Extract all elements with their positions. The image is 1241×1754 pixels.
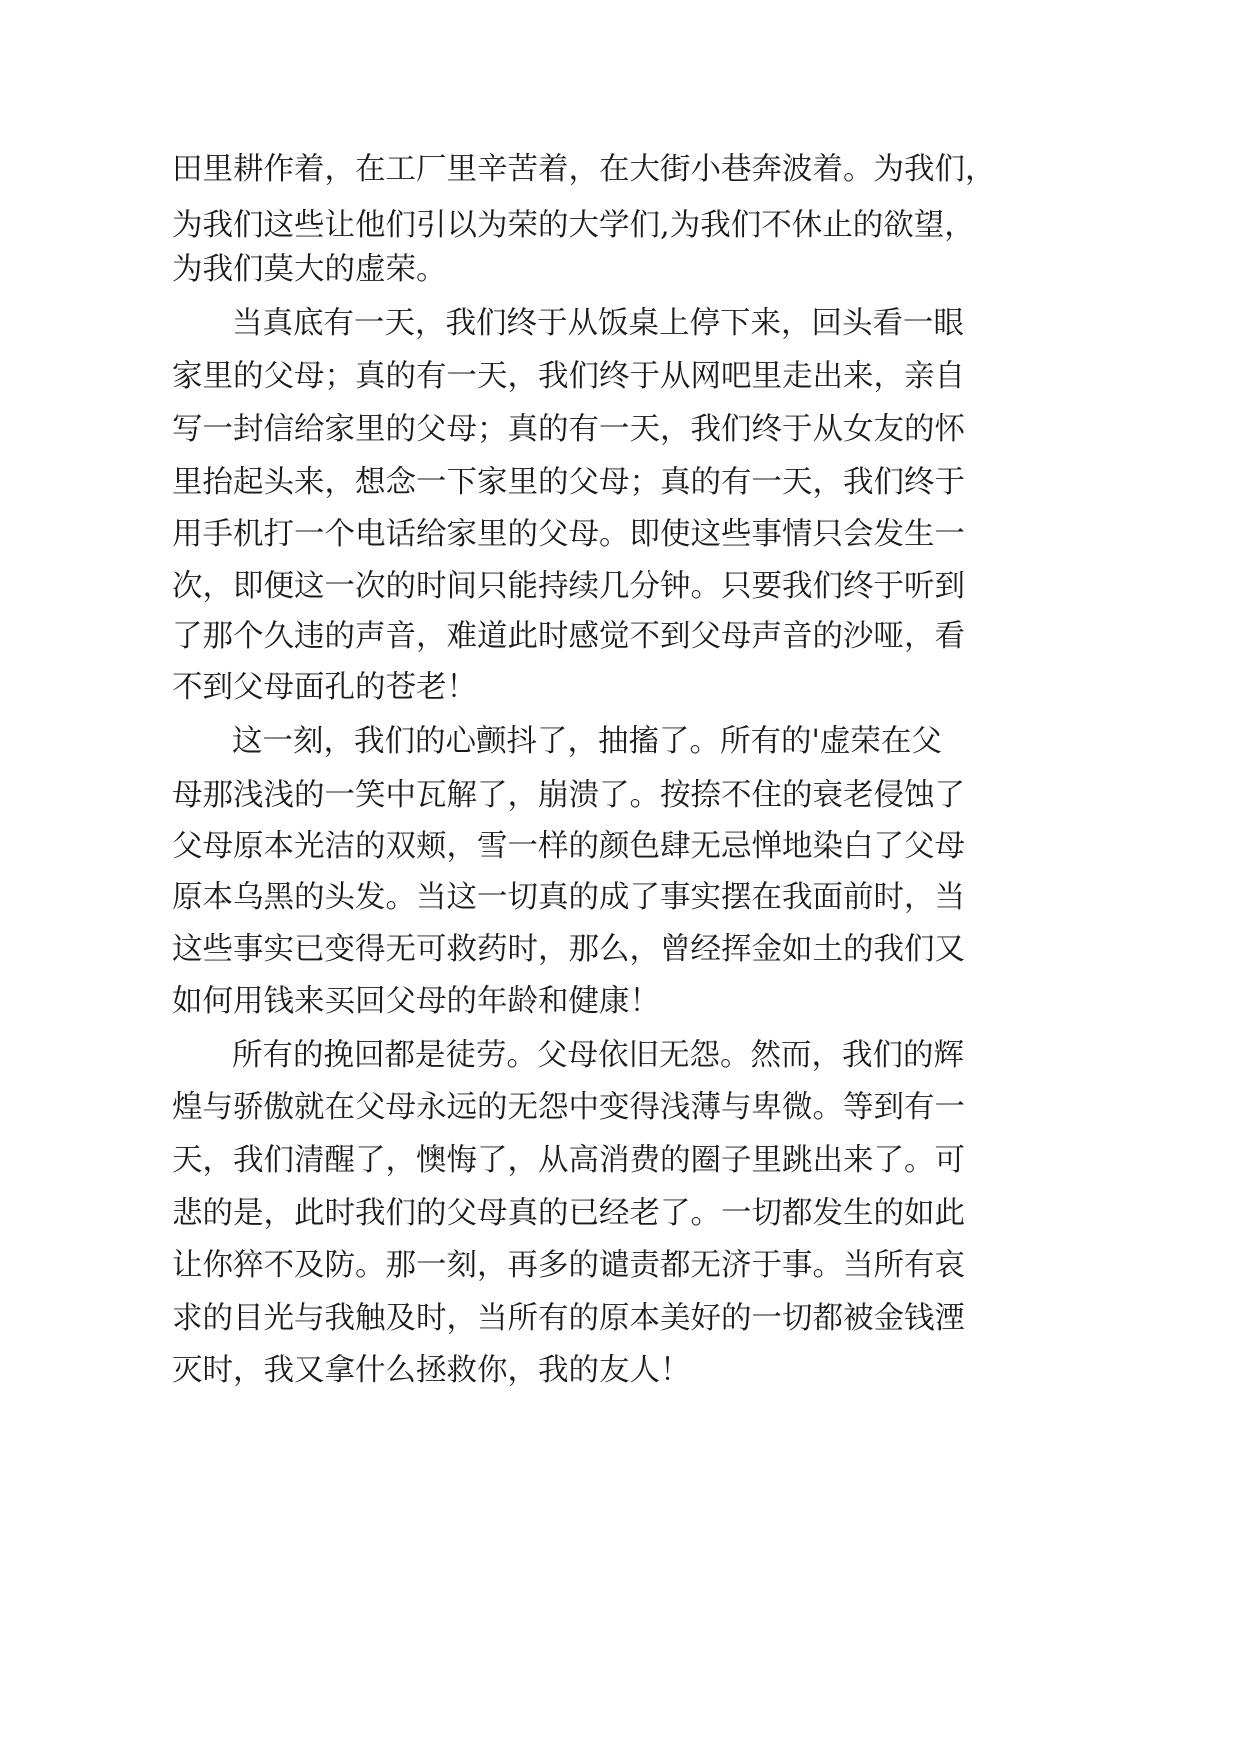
text-line: 里抬起头来，想念一下家里的父母；真的有一天，我们终于	[172, 465, 965, 500]
text-line: 求的目光与我触及时，当所有的原本美好的一切都被金钱湮	[172, 1301, 965, 1336]
text-line: 写一封信给家里的父母；真的有一天，我们终于从女友的怀	[172, 412, 965, 447]
text-line: 田里耕作着，在工厂里辛苦着，在大街小巷奔波着。为我们，	[172, 152, 996, 187]
text-line: 用手机打一个电话给家里的父母。即使这些事情只会发生一	[172, 517, 965, 552]
text-line: 如何用钱来买回父母的年龄和健康！	[172, 984, 660, 1019]
text-line: 灭时，我又拿什么拯救你，我的友人！	[172, 1353, 691, 1388]
text-line: 原本乌黑的头发。当这一切真的成了事实摆在我面前时，当	[172, 880, 965, 915]
text-line: 悲的是，此时我们的父母真的已经老了。一切都发生的如此	[172, 1196, 965, 1231]
text-line: 不到父母面孔的苍老！	[172, 670, 477, 705]
text-line: 父母原本光洁的双颊，雪一样的颜色肆无忌惮地染白了父母	[172, 829, 965, 864]
text-line: 家里的父母；真的有一天，我们终于从网吧里走出来，亲自	[172, 359, 965, 394]
text-line: 为我们这些让他们引以为荣的大学们,为我们不休止的欲望，	[172, 208, 975, 243]
paragraph-first-line: 所有的挽回都是徒劳。父母依旧无怨。然而，我们的辉	[232, 1038, 964, 1073]
text-line: 天，我们清醒了，懊悔了，从高消费的圈子里跳出来了。可	[172, 1143, 965, 1178]
text-line: 煌与骄傲就在父母永远的无怨中变得浅薄与卑微。等到有一	[172, 1090, 965, 1125]
text-line: 了那个久违的声音，难道此时感觉不到父母声音的沙哑，看	[172, 619, 965, 654]
text-line: 母那浅浅的一笑中瓦解了，崩溃了。按捺不住的衰老侵蚀了	[172, 778, 965, 813]
paragraph-first-line: 这一刻，我们的心颤抖了，抽搐了。所有的'虚荣在父	[232, 724, 942, 759]
paragraph-first-line: 当真底有一天，我们终于从饭桌上停下来，回头看一眼	[232, 306, 964, 341]
text-line: 次，即便这一次的时间只能持续几分钟。只要我们终于听到	[172, 569, 965, 604]
text-line: 让你猝不及防。那一刻，再多的谴责都无济于事。当所有哀	[172, 1248, 965, 1283]
text-line: 这些事实已变得无可救药时，那么，曾经挥金如土的我们又	[172, 932, 965, 967]
text-line: 为我们莫大的虚荣。	[172, 252, 447, 287]
